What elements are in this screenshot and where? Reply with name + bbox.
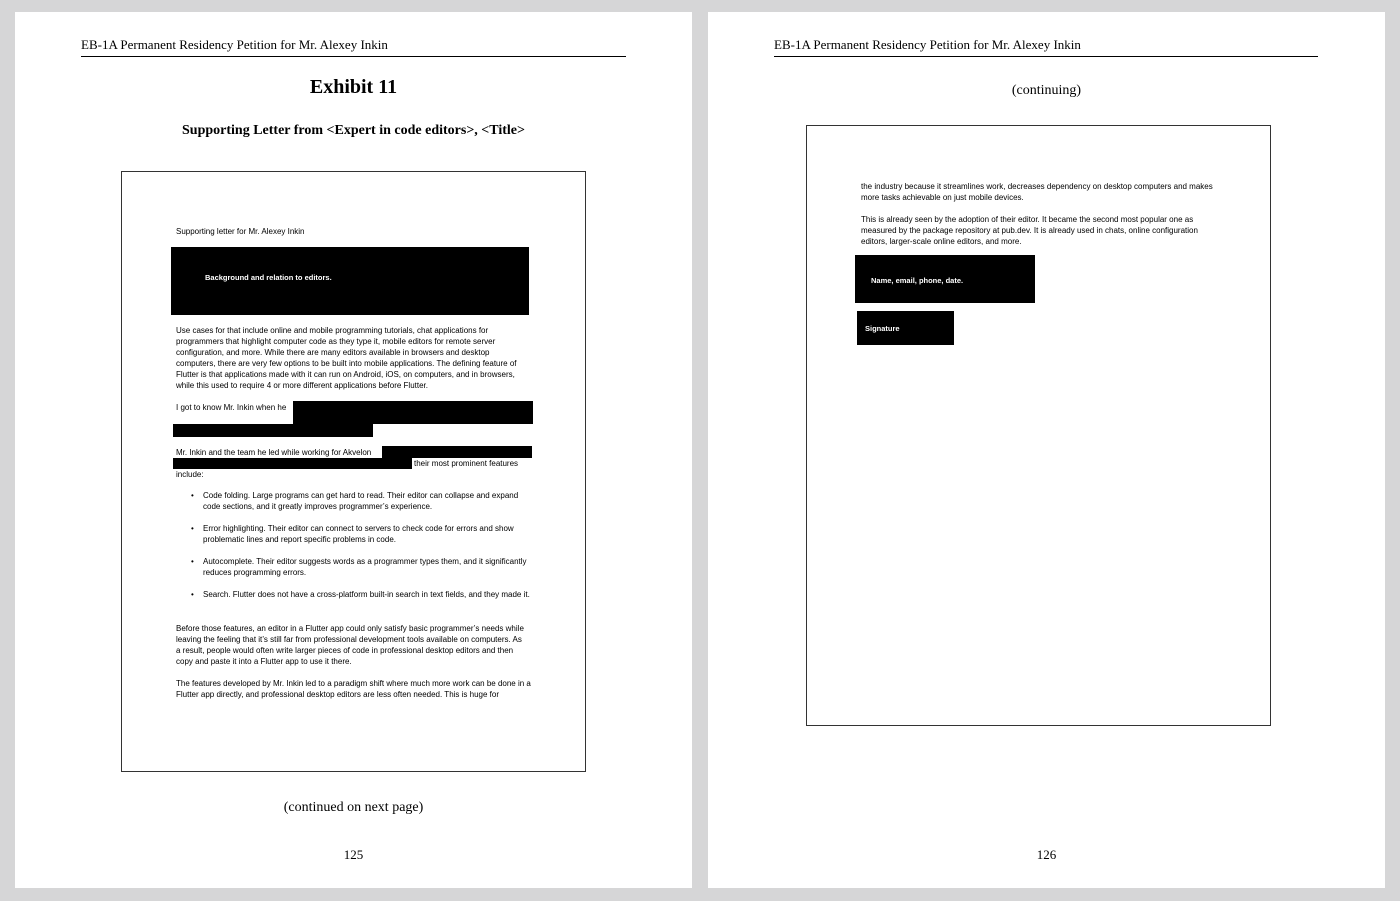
page-number: 125: [343, 847, 364, 862]
list-item: [176, 589, 532, 600]
list-item: [176, 523, 532, 545]
bullet-icon: •: [191, 590, 194, 599]
feature-text: Search. Flutter does not have a cross-platform built-in search in text fields, and they made it.: [203, 590, 530, 599]
letter-heading: Supporting letter for Mr. Alexey Inkin: [176, 227, 305, 236]
bullet-icon: •: [191, 524, 194, 533]
continued-label: (continued on next page): [283, 800, 424, 815]
list-item: [176, 490, 532, 512]
paragraph-adoption: This is already seen by the adoption of their editor. It became the second most popular one as measured by the package repository at pub.dev. It is already used in chats, online configuration editors, larger-scale online editors, and more.: [861, 215, 1198, 246]
continuing-label: (continuing): [1011, 83, 1082, 98]
exhibit-title: Exhibit 11: [309, 76, 398, 98]
team-sentence-suffix: their most prominent features: [414, 459, 519, 468]
features-list: [176, 490, 532, 611]
contact-block-label: Name, email, phone, date.: [871, 276, 964, 285]
contact-block: [855, 255, 1035, 303]
redacted-block-label: Background and relation to editors.: [205, 273, 332, 282]
redaction-bar: [293, 401, 533, 424]
paragraph-paradigm: The features developed by Mr. Inkin led to a paradigm shift where much more work can be done in a Flutter app directly, and professional desktop editors are less often needed. This is huge for: [176, 679, 531, 699]
letter-scan: [806, 125, 1271, 726]
bullet-icon: •: [191, 491, 194, 500]
know-sentence: I got to know Mr. Inkin when he: [176, 403, 287, 412]
page-number: 126: [1036, 847, 1057, 862]
paragraph-before: Before those features, an editor in a Flutter app could only satisfy basic programmer’s needs while leaving the feeling that it’s still far from professional development tools available on computers. As a result, people would often write larger pieces of code in professional desktop editors and then copy and paste it into a Flutter app to use it there.: [176, 624, 524, 666]
feature-text: Error highlighting. Their editor can connect to servers to check code for errors and show problematic lines and report specific problems in code.: [203, 524, 514, 544]
redaction-bar: [382, 446, 532, 458]
document-page-126: [708, 12, 1385, 888]
redaction-bar: [173, 424, 373, 437]
redacted-block: [171, 247, 529, 315]
signature-block-label: Signature: [865, 324, 900, 333]
paragraph-industry: the industry because it streamlines work, decreases dependency on desktop computers and makes more tasks achievable on just mobile devices.: [861, 182, 1213, 202]
team-sentence: Mr. Inkin and the team he led while working for Akvelon: [176, 448, 372, 457]
team-sentence-end: include:: [176, 470, 204, 479]
exhibit-subtitle: Supporting Letter from <Expert in code editors>, <Title>: [182, 123, 525, 138]
feature-text: Code folding. Large programs can get hard to read. Their editor can collapse and expand code sections, and it greatly improves programmer’s experience.: [203, 491, 519, 511]
running-header: EB-1A Permanent Residency Petition for Mr. Alexey Inkin: [81, 37, 626, 57]
feature-text: Autocomplete. Their editor suggests words as a programmer types them, and it significantly reduces programming errors.: [203, 557, 527, 577]
letter-scan: [121, 171, 586, 772]
signature-block: [857, 311, 954, 345]
list-item: [176, 556, 532, 578]
running-header: EB-1A Permanent Residency Petition for Mr. Alexey Inkin: [774, 37, 1318, 57]
bullet-icon: •: [191, 557, 194, 566]
paragraph-use-cases: Use cases for that include online and mobile programming tutorials, chat applications for programmers that highlight computer code as they type it, mobile editors for remote server configuration, and more. While there are many editors available in browsers and desktop computers, there are very few options to be built into mobile applications. The defining feature of Flutter is that applications made with it can run on Android, iOS, on computers, and in browsers, while this used to require 4 or more different applications before Flutter.: [176, 326, 517, 390]
redaction-bar: [173, 458, 412, 469]
document-page-125: [15, 12, 692, 888]
